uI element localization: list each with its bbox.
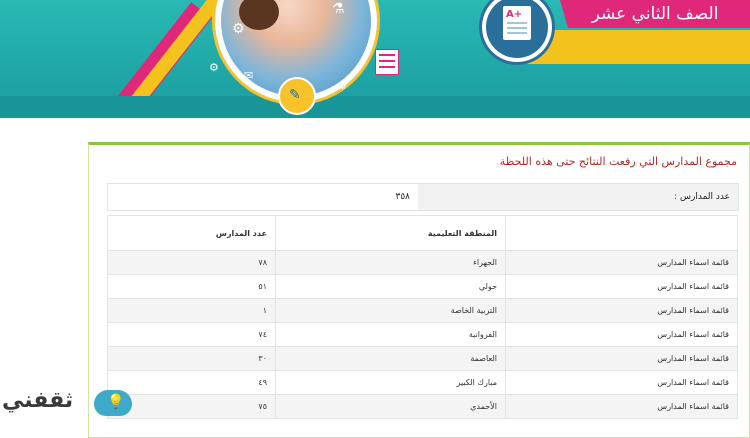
table-row bbox=[108, 323, 738, 347]
region-cell: الأحمدي bbox=[276, 395, 506, 419]
column-header bbox=[506, 216, 738, 251]
lightbulb-icon: 💡 bbox=[94, 390, 132, 416]
school-list-link[interactable]: قائمة اسماء المدارس bbox=[506, 371, 738, 395]
school-count-row bbox=[107, 183, 739, 211]
count-cell: ٥١ bbox=[108, 275, 276, 299]
table-row bbox=[108, 395, 738, 419]
region-cell: الجهراء bbox=[276, 251, 506, 275]
banner-bottom-band bbox=[0, 96, 750, 118]
school-list-link[interactable]: قائمة اسماء المدارس bbox=[506, 347, 738, 371]
count-cell: ٧٨ bbox=[108, 251, 276, 275]
region-cell: حولي bbox=[276, 275, 506, 299]
school-count-label: عدد المدارس : bbox=[418, 184, 738, 210]
gear-icon: ⚙ bbox=[209, 61, 219, 74]
panel-title: مجموع المدارس التي رفعت النتائج حتى هذه اللحظة bbox=[499, 155, 737, 168]
gear-icon: ⚙ bbox=[338, 81, 347, 92]
school-count-value: ٣٥٨ bbox=[395, 192, 410, 202]
region-cell: الفروانية bbox=[276, 323, 506, 347]
column-header-region: المنطقة التعليمية bbox=[276, 216, 506, 251]
flask-icon: ⚗ bbox=[332, 1, 345, 17]
site-watermark bbox=[2, 384, 142, 428]
paper-icon bbox=[503, 6, 531, 40]
column-header-count: عدد المدارس bbox=[108, 216, 276, 251]
school-list-link[interactable]: قائمة اسماء المدارس bbox=[506, 395, 738, 419]
schools-table bbox=[107, 215, 738, 419]
table-header-row bbox=[108, 216, 738, 251]
table-row bbox=[108, 275, 738, 299]
watermark-text: ثقفني bbox=[2, 388, 74, 413]
gear-icon: ⚙ bbox=[232, 21, 245, 37]
count-cell: ١ bbox=[108, 299, 276, 323]
region-cell: مبارك الكبير bbox=[276, 371, 506, 395]
region-cell: العاصمة bbox=[276, 347, 506, 371]
grade-title: الصف الثاني عشر bbox=[591, 4, 719, 24]
photo-detail bbox=[239, 0, 279, 30]
count-cell: ٧٤ bbox=[108, 323, 276, 347]
results-panel bbox=[88, 142, 750, 438]
badge-text: A+ bbox=[506, 9, 523, 20]
document-icon bbox=[375, 49, 399, 75]
table-row bbox=[108, 371, 738, 395]
region-cell: التربية الخاصة bbox=[276, 299, 506, 323]
mail-icon: ✉ bbox=[244, 69, 254, 82]
count-cell: ٤٩ bbox=[108, 371, 276, 395]
header-banner bbox=[0, 0, 750, 118]
school-list-link[interactable]: قائمة اسماء المدارس bbox=[506, 251, 738, 275]
school-list-link[interactable]: قائمة اسماء المدارس bbox=[506, 299, 738, 323]
table-row bbox=[108, 347, 738, 371]
table-row bbox=[108, 251, 738, 275]
count-cell: ٧٥ bbox=[108, 395, 276, 419]
school-list-link[interactable]: قائمة اسماء المدارس bbox=[506, 275, 738, 299]
ribbon-yellow bbox=[520, 30, 750, 64]
tools-icon: ✎ bbox=[278, 77, 316, 115]
school-list-link[interactable]: قائمة اسماء المدارس bbox=[506, 323, 738, 347]
count-cell: ٣٠ bbox=[108, 347, 276, 371]
table-row bbox=[108, 299, 738, 323]
